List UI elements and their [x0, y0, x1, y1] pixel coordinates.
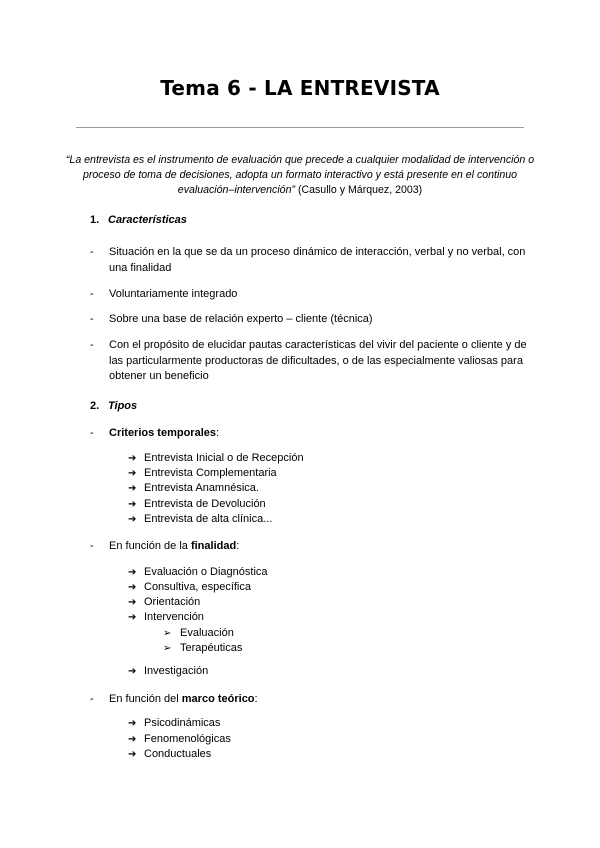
page-title: Tema 6 - LA ENTREVISTA: [160, 76, 440, 100]
sub-list-item: ➔ Orientación: [128, 595, 200, 610]
sub-list-item: ➔ Entrevista Complementaria: [128, 466, 277, 481]
list-item: - Con el propósito de elucidar pautas características del vivir del paciente o cliente y de las particularmente productoras de dificultades, o de las especialmente valiosas para obtener un beneficio: [90, 339, 527, 382]
list-item: - Sobre una base de relación experto – cliente (técnica): [90, 312, 530, 328]
sub-list-item: ➔ Psicodinámicas: [128, 716, 220, 731]
marco-label: marco teórico: [181, 693, 255, 705]
section-heading-caracteristicas: [90, 214, 187, 226]
arrow-icon: ➔: [128, 666, 137, 677]
arrow-icon: ➔: [128, 453, 137, 464]
intro-quote: [64, 153, 536, 198]
quote-text: “La entrevista es el instrumento de evaluación que precede a cualquier modalidad de intervención o proceso de toma de decisiones, adopta un formato interactivo y está presente en el continuo evaluación–intervención”: [65, 154, 535, 196]
sub-list-item: ➔ Entrevista Anamnésica.: [128, 481, 259, 496]
dash-bullet: -: [90, 693, 94, 705]
arrow-icon: ➔: [128, 718, 137, 729]
sub-sub-list-item: ➢ Evaluación: [163, 626, 234, 641]
arrow-icon: ➔: [128, 582, 137, 593]
title-divider: [76, 127, 524, 128]
sub-list-item: ➔ Fenomenológicas: [128, 732, 231, 747]
list-item: - Voluntariamente integrado: [90, 287, 530, 303]
section-heading-tipos: [90, 400, 137, 412]
list-item-marco: - En función del marco teórico:: [90, 692, 530, 708]
sub-list-item: ➔ Entrevista Inicial o de Recepción: [128, 451, 304, 466]
arrow-icon: ➔: [128, 734, 137, 745]
section-number: 2.: [90, 400, 100, 412]
arrow-icon: ➔: [128, 612, 137, 623]
sub-list-item: ➔ Conductuales: [128, 747, 211, 762]
sub-list-item: ➔ Entrevista de Devolución: [128, 497, 266, 512]
triangle-bullet-icon: ➢: [163, 628, 172, 639]
triangle-bullet-icon: ➢: [163, 643, 172, 654]
list-item-temporal: - Criterios temporales:: [90, 426, 530, 442]
list-item-finalidad: - En función de la finalidad:: [90, 539, 530, 555]
arrow-icon: ➔: [128, 567, 137, 578]
sub-list-item: ➔ Evaluación o Diagnóstica: [128, 565, 268, 580]
dash-bullet: -: [90, 339, 94, 351]
sub-list-item: ➔ Entrevista de alta clínica...: [128, 512, 272, 527]
dash-bullet: -: [90, 540, 94, 552]
section-title: Tipos: [108, 400, 138, 412]
arrow-icon: ➔: [128, 597, 137, 608]
temporal-label: Criterios temporales: [109, 427, 216, 439]
arrow-icon: ➔: [128, 483, 137, 494]
dash-bullet: -: [90, 313, 94, 325]
arrow-icon: ➔: [128, 468, 137, 479]
sub-list-item: ➔ Intervención: [128, 610, 204, 625]
dash-bullet: -: [90, 288, 94, 300]
arrow-icon: ➔: [128, 514, 137, 525]
dash-bullet: -: [90, 427, 94, 439]
sub-list-item: ➔ Investigación: [128, 664, 208, 679]
sub-list-item: ➔ Consultiva, específica: [128, 580, 251, 595]
list-item: - Situación en la que se da un proceso dinámico de interacción, verbal y no verbal, con una finalidad: [90, 246, 526, 274]
dash-bullet: -: [90, 246, 94, 258]
sub-sub-list-item: ➢ Terapéuticas: [163, 641, 242, 656]
section-title: Características: [108, 214, 187, 226]
quote-citation: (Casullo y Márquez, 2003): [295, 184, 423, 196]
arrow-icon: ➔: [128, 499, 137, 510]
section-number: 1.: [90, 214, 100, 226]
arrow-icon: ➔: [128, 749, 137, 760]
finalidad-label: finalidad: [190, 540, 237, 552]
